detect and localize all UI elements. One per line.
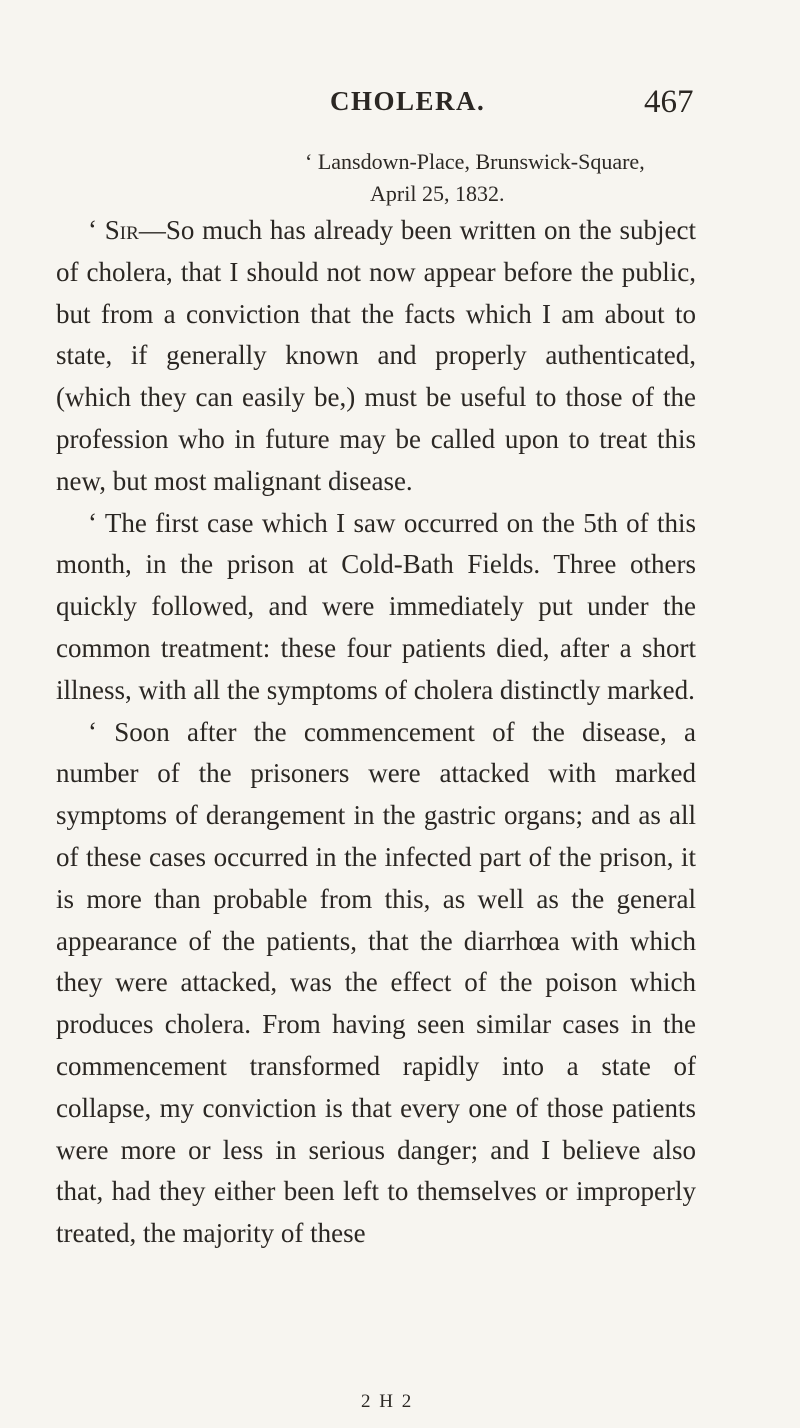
paragraph-1-text: —So much has already been written on the subject of cholera, that I should not now appear before the public, but from a conviction that the facts which I am about to state, if generally known and properly authenticated, (which they can easily be,) must be useful to those of the profession who in future may be called upon to treat this new, but most malignant disease. — [56, 215, 696, 496]
body-text — [56, 210, 696, 1255]
salutation: ‘ Sir — [88, 215, 139, 245]
letter-address — [305, 146, 645, 210]
paragraph-1 — [56, 210, 696, 503]
page-number: 467 — [644, 84, 694, 120]
paragraph-2: ‘ The first case which I saw occurred on the 5th of this month, in the prison at Cold-Bath Fields. Three others quickly followed, and were immediately put under the common treatment: these four patients died, after a short illness, with all the symptoms of cholera distinctly marked. — [56, 507, 696, 705]
address-line-1: ‘ Lansdown-Place, Brunswick-Square, — [305, 149, 645, 174]
paragraph-3: ‘ Soon after the commencement of the disease, a number of the prisoners were attacked with marked symptoms of derangement in the gastric organs; and as all of these cases occurred in the infected part of the prison, it is more than probable from this, as well as the general appearance of the patients, that the diarrhœa with which they were attacked, was the effect of the poison which produces cholera. From having seen similar cases in the commencement transformed rapidly into a state of collapse, my conviction is that every one of those patients were more or less in serious danger; and I believe also that, had they either been left to themselves or improperly treated, the majority of these — [56, 716, 696, 1249]
signature-mark: 2 H 2 — [361, 1391, 414, 1412]
running-title: CHOLERA. — [330, 86, 486, 116]
address-date: April 25, 1832. — [370, 181, 505, 206]
